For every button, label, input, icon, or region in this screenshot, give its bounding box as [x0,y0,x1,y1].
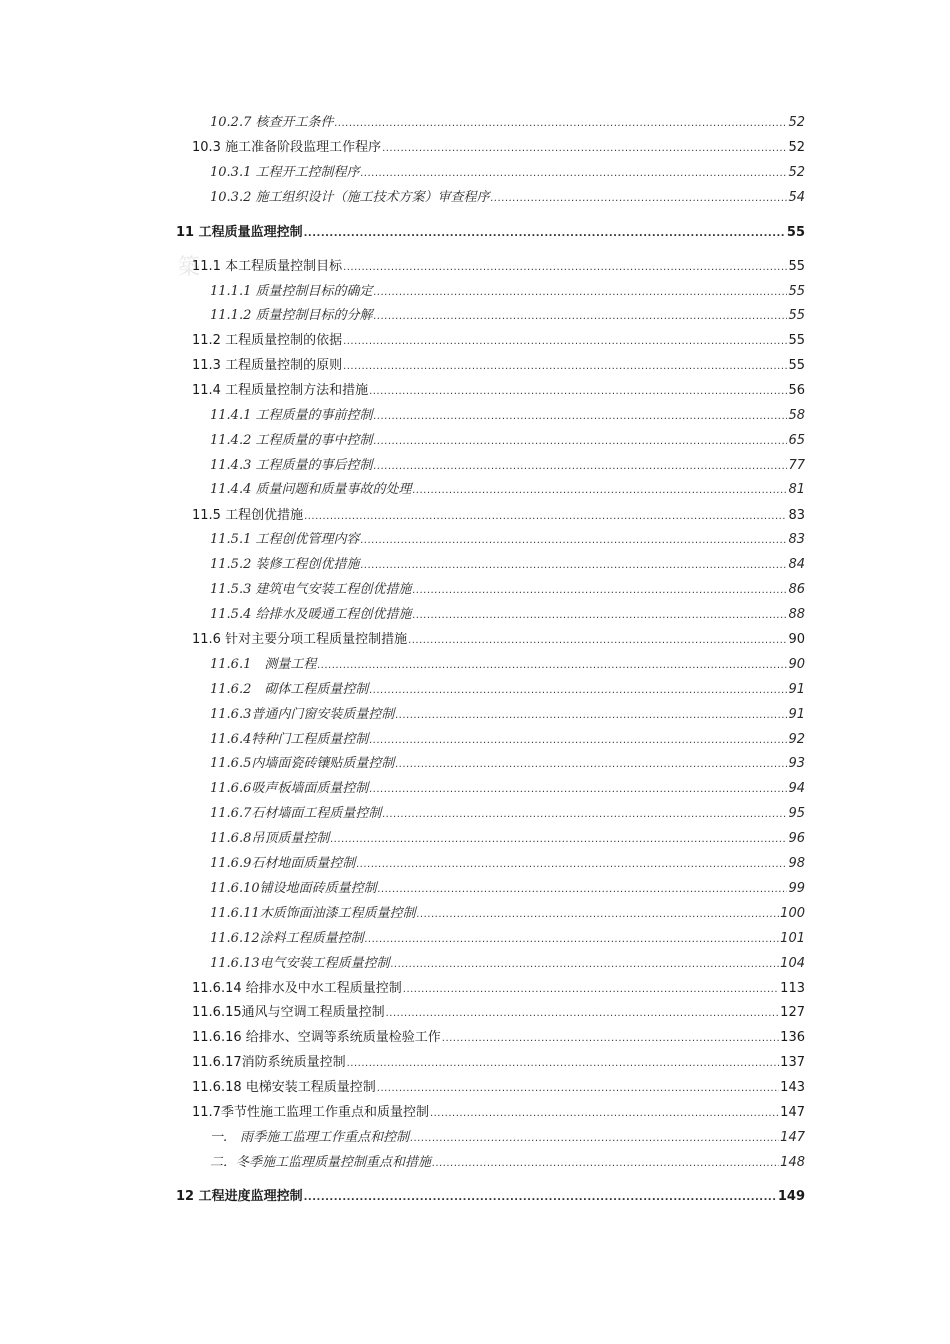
toc-entry-title: 11.6.11木质饰面油漆工程质量控制 [210,906,416,921]
toc-entry-title: 11 工程质量监理控制 [176,225,303,240]
toc-entry[interactable] [210,406,805,426]
toc-dot-leader [304,1188,777,1208]
toc-entry-title: 11.6.4特种门工程质量控制 [210,732,369,747]
toc-entry-page-number: 54 [788,190,805,205]
toc-entry-page-number: 93 [788,756,805,771]
toc-entry[interactable] [192,331,805,351]
toc-entry-title: 11.3 工程质量控制的原则 [192,358,343,373]
toc-dot-leader [360,556,787,576]
toc-dot-leader [373,457,787,477]
toc-dot-leader [403,980,779,1000]
toc-entry[interactable] [210,929,805,949]
toc-entry-title: 11.6.6吸声板墙面质量控制 [210,781,369,796]
toc-entry-title: 11.5.3 建筑电气安装工程创优措施 [210,582,412,597]
toc-entry-title: 11.1.1 质量控制目标的确定 [210,284,373,299]
toc-entry-page-number: 55 [786,225,805,240]
toc-entry-title: 11.6 针对主要分项工程质量控制措施 [192,632,408,647]
toc-entry-title: 11.6.9石材地面质量控制 [210,856,356,871]
toc-entry-page-number: 104 [780,956,805,971]
toc-entry[interactable] [210,555,805,575]
toc-entry-title: 11.6.3普通内门窗安装质量控制 [210,707,395,722]
toc-dot-leader [330,830,787,850]
toc-entry-title: 11.4.1 工程质量的事前控制 [210,408,373,423]
toc-entry-page-number: 147 [780,1105,805,1120]
toc-dot-leader [410,1129,779,1149]
toc-entry-title: 二．冬季施工监理质量控制重点和措施 [210,1155,432,1170]
toc-entry[interactable] [192,1078,805,1098]
toc-dot-leader [343,258,787,278]
toc-entry[interactable] [210,804,805,824]
toc-entry-page-number: 55 [788,333,805,348]
toc-entry-page-number: 58 [788,408,805,423]
toc-entry-title: 10.3 施工准备阶段监理工作程序 [192,140,382,155]
toc-entry-page-number: 86 [788,582,805,597]
toc-entry[interactable] [210,879,805,899]
toc-dot-leader [377,1079,779,1099]
toc-dot-leader [369,780,787,800]
toc-entry-page-number: 52 [788,115,805,130]
toc-entry[interactable] [192,1103,805,1123]
toc-entry-title: 11.6.2 砌体工程质量控制 [210,682,369,697]
toc-entry-page-number: 143 [780,1080,805,1095]
toc-dot-leader [442,1029,779,1049]
toc-entry[interactable] [192,506,805,526]
toc-dot-leader [360,531,787,551]
toc-entry-title: 11.6.16 给排水、空调等系统质量检验工作 [192,1030,441,1045]
toc-dot-leader [412,481,787,501]
toc-entry-title: 11.6.18 电梯安装工程质量控制 [192,1080,376,1095]
toc-entry[interactable] [210,730,805,750]
toc-entry-page-number: 81 [788,482,805,497]
toc-entry[interactable] [192,1028,805,1048]
toc-entry[interactable] [176,223,805,243]
toc-entry-page-number: 83 [788,532,805,547]
toc-entry-page-number: 101 [780,931,805,946]
toc-dot-leader [386,1004,780,1024]
toc-entry[interactable] [210,754,805,774]
toc-entry-page-number: 148 [780,1155,805,1170]
toc-dot-leader [432,1154,779,1174]
toc-dot-leader [343,332,787,352]
toc-entry-page-number: 147 [780,1130,805,1145]
toc-entry-title: 10.3.1 工程开工控制程序 [210,165,360,180]
toc-entry-title: 11.6.8吊顶质量控制 [210,831,330,846]
toc-entry[interactable] [210,854,805,874]
toc-entry-page-number: 92 [788,732,805,747]
toc-entry-page-number: 91 [788,707,805,722]
toc-entry-title: 11.6.10铺设地面砖质量控制 [210,881,377,896]
toc-entry-title: 11.4 工程质量控制方法和措施 [192,383,369,398]
toc-entry-page-number: 136 [780,1030,805,1045]
toc-dot-leader [369,731,787,751]
toc-entry-title: 11.6.5内墙面瓷砖镶贴质量控制 [210,756,395,771]
toc-entry[interactable] [192,381,805,401]
toc-dot-leader [430,1104,779,1124]
toc-entry-page-number: 65 [788,433,805,448]
toc-entry-page-number: 55 [788,358,805,373]
toc-entry-page-number: 127 [780,1005,805,1020]
toc-entry-page-number: 113 [780,981,805,996]
toc-entry[interactable] [176,1187,805,1207]
toc-entry-title: 11.6.12涂料工程质量控制 [210,931,364,946]
toc-dot-leader [365,930,780,950]
toc-entry[interactable] [210,779,805,799]
toc-entry-title: 11.2 工程质量控制的依据 [192,333,343,348]
toc-entry[interactable] [210,954,805,974]
toc-entry[interactable] [192,630,805,650]
toc-entry-page-number: 52 [788,165,805,180]
toc-dot-leader [412,606,787,626]
toc-entry[interactable] [210,580,805,600]
toc-entry-page-number: 55 [788,284,805,299]
toc-entry[interactable] [192,257,805,277]
toc-entry-page-number: 55 [788,308,805,323]
toc-entry-title: 11.5.1 工程创优管理内容 [210,532,360,547]
toc-entry-page-number: 77 [788,458,805,473]
toc-entry-page-number: 52 [788,140,805,155]
toc-entry-title: 11.4.2 工程质量的事中控制 [210,433,373,448]
toc-entry-title: 11.6.13电气安装工程质量控制 [210,956,390,971]
toc-dot-leader [382,139,787,159]
toc-entry-page-number: 95 [788,806,805,821]
toc-entry-title: 10.2.7 核查开工条件 [210,115,334,130]
toc-dot-leader [343,357,787,377]
toc-dot-leader [395,706,787,726]
toc-entry-title: 11.6.1 测量工程 [210,657,317,672]
toc-entry-title: 11.4.4 质量问题和质量事故的处理 [210,482,412,497]
toc-entry-page-number: 98 [788,856,805,871]
toc-entry[interactable] [192,356,805,376]
toc-dot-leader [373,307,787,327]
toc-entry[interactable] [192,1003,805,1023]
toc-entry-page-number: 99 [788,881,805,896]
toc-entry[interactable] [210,530,805,550]
toc-entry-page-number: 88 [788,607,805,622]
toc-dot-leader [369,382,787,402]
toc-entry-title: 11.6.7石材墙面工程质量控制 [210,806,382,821]
toc-entry-title: 11.7季节性施工监理工作重点和质量控制 [192,1105,429,1120]
toc-entry[interactable] [210,904,805,924]
toc-entry-title: 10.3.2 施工组织设计（施工技术方案）审查程序 [210,190,490,205]
toc-dot-leader [412,581,787,601]
toc-entry[interactable] [210,431,805,451]
toc-dot-leader [395,755,787,775]
toc-entry-title: 11.1.2 质量控制目标的分解 [210,308,373,323]
toc-entry-page-number: 137 [780,1055,805,1070]
toc-entry[interactable] [210,456,805,476]
toc-entry-title: 11.6.15通风与空调工程质量控制 [192,1005,385,1020]
toc-dot-leader [347,1054,780,1074]
toc-entry[interactable] [192,979,805,999]
toc-entry-page-number: 100 [780,906,805,921]
toc-entry-page-number: 91 [788,682,805,697]
toc-entry[interactable] [210,480,805,500]
toc-dot-leader [304,224,786,244]
toc-entry-page-number: 94 [788,781,805,796]
toc-dot-leader [334,114,787,134]
toc-entry-page-number: 83 [788,508,805,523]
toc-dot-leader [417,905,780,925]
toc-dot-leader [304,507,787,527]
toc-dot-leader [356,855,787,875]
toc-entry[interactable] [210,1128,805,1148]
toc-entry[interactable] [210,188,805,208]
toc-dot-leader [378,880,788,900]
toc-entry[interactable] [192,138,805,158]
toc-entry-page-number: 90 [788,657,805,672]
toc-entry[interactable] [210,655,805,675]
toc-entry-page-number: 149 [777,1189,805,1204]
toc-entry-page-number: 55 [788,259,805,274]
toc-entry[interactable] [210,163,805,183]
toc-dot-leader [382,805,787,825]
toc-entry[interactable] [210,605,805,625]
toc-entry-page-number: 56 [788,383,805,398]
toc-dot-leader [369,681,787,701]
toc-entry[interactable] [210,306,805,326]
toc-dot-leader [360,164,787,184]
toc-entry-title: 一. 雨季施工监理工作重点和控制 [210,1130,410,1145]
toc-entry-title: 12 工程进度监理控制 [176,1189,303,1204]
toc-entry-title: 11.5.4 给排水及暖通工程创优措施 [210,607,412,622]
toc-dot-leader [490,189,787,209]
toc-entry-page-number: 96 [788,831,805,846]
watermark: 築 [178,255,201,280]
toc-dot-leader [391,955,780,975]
toc-entry[interactable] [210,282,805,302]
toc-entry-title: 11.1 本工程质量控制目标 [192,259,343,274]
toc-entry-page-number: 90 [788,632,805,647]
toc-entry-title: 11.6.14 给排水及中水工程质量控制 [192,981,402,996]
toc-dot-leader [373,283,787,303]
toc-entry-page-number: 84 [788,557,805,572]
toc-entry[interactable] [210,680,805,700]
toc-entry-title: 11.5 工程创优措施 [192,508,304,523]
toc-dot-leader [408,631,787,651]
toc-dot-leader [373,432,787,452]
toc-dot-leader [373,407,787,427]
toc-entry[interactable] [210,705,805,725]
toc-entry[interactable] [210,829,805,849]
toc-entry-title: 11.4.3 工程质量的事后控制 [210,458,373,473]
toc-entry[interactable] [210,113,805,133]
toc-entry-title: 11.5.2 装修工程创优措施 [210,557,360,572]
toc-entry[interactable] [192,1053,805,1073]
toc-entry-title: 11.6.17消防系统质量控制 [192,1055,346,1070]
toc-dot-leader [317,656,787,676]
toc-entry[interactable] [210,1153,805,1173]
